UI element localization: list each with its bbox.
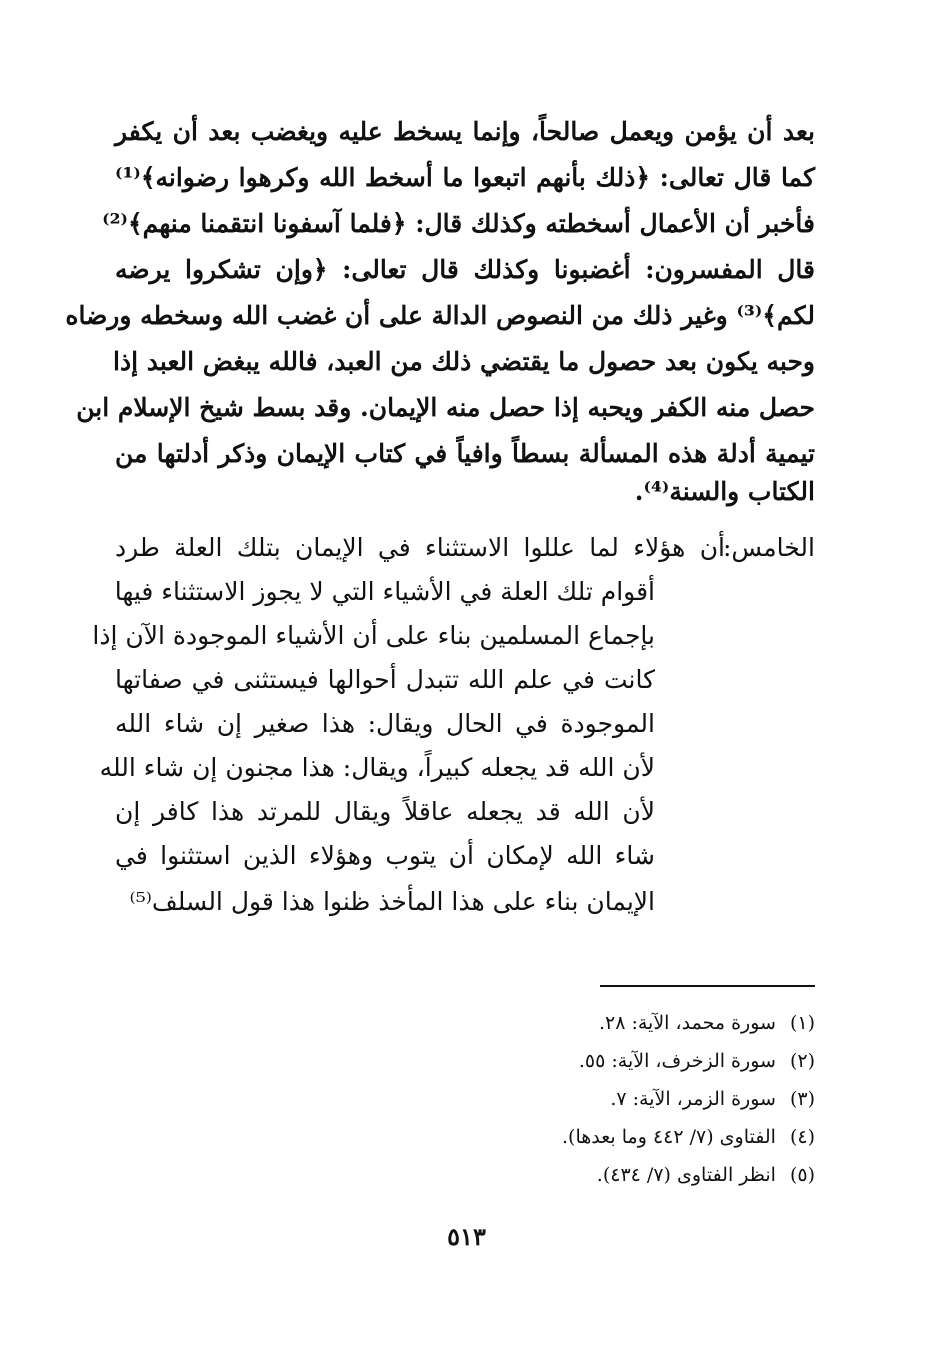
footnote [579, 1046, 815, 1076]
footnote-text: سورة الزخرف، الآية: ٥٥. [578, 1050, 776, 1072]
text-line: الإيمان بناء على هذا المأخذ ظنوا هذا قول السلف⁽⁵⁾ [129, 887, 655, 916]
text-line: الكتاب والسنة⁽⁴⁾. [634, 477, 815, 506]
text-line: فأخبر أن الأعمال أسخطته وكذلك قال: ﴿فلما آسفونا انتقمنا منهم﴾⁽²⁾ [102, 209, 815, 238]
page-number: ٥١٣ [447, 1222, 486, 1251]
text-line: الموجودة في الحال ويقال: هذا صغير إن شاء الله [115, 709, 655, 738]
section-label: الخامس: [722, 533, 815, 562]
text-line: وحبه يكون بعد حصول ما يقتضي ذلك من العبد، فالله يبغض العبد إذا [113, 347, 815, 376]
text-line: بعد أن يؤمن ويعمل صالحاً، وإنما يسخط عليه ويغضب بعد أن يكفر [115, 117, 815, 146]
text-line: لكم﴾⁽³⁾ وغير ذلك من النصوص الدالة على أن غضب الله وسخطه ورضاه [65, 301, 815, 330]
footnote-number: (٥) [789, 1164, 815, 1186]
footnote-text: انظر الفتاوى (٧/ ٤٣٤). [596, 1164, 776, 1186]
footnote-separator [600, 985, 815, 987]
text-line: أن هؤلاء لما عللوا الاستثناء في الإيمان بتلك العلة طرد [115, 533, 725, 562]
text-line: لأن الله قد يجعله كبيراً، ويقال: هذا مجنون إن شاء الله [99, 753, 655, 782]
text-line: لأن الله قد يجعله عاقلاً ويقال للمرتد هذا كافر إن [115, 797, 655, 826]
footnote [597, 1160, 815, 1190]
text-line: أقوام تلك العلة في الأشياء التي لا يجوز الاستثناء فيها [114, 577, 655, 606]
footnote-text: سورة الزمر، الآية: ٧. [610, 1088, 776, 1110]
footnote-text: سورة محمد، الآية: ٢٨. [598, 1012, 776, 1034]
text-line: كما قال تعالى: ﴿ذلك بأنهم اتبعوا ما أسخط الله وكرهوا رضوانه﴾⁽¹⁾ [115, 163, 815, 192]
footnote [610, 1084, 815, 1114]
footnote-number: (٢) [789, 1050, 815, 1072]
footnote [599, 1008, 815, 1038]
footnote-number: (٤) [789, 1126, 815, 1148]
text-line: شاء الله لإمكان أن يتوب وهؤلاء الذين استثنوا في [115, 841, 655, 870]
text-line: قال المفسرون: أغضبونا وكذلك قال تعالى: ﴿وإن تشكروا يرضه [115, 255, 815, 284]
footnote-number: (٣) [789, 1088, 815, 1110]
text-line: تيمية أدلة هذه المسألة بسطاً وافياً في كتاب الإيمان وذكر أدلتها من [115, 439, 815, 468]
text-line: حصل منه الكفر ويحبه إذا حصل منه الإيمان. وقد بسط شيخ الإسلام ابن [76, 393, 815, 422]
text-line: بإجماع المسلمين بناء على أن الأشياء الموجودة الآن إذا [92, 621, 655, 650]
footnote-number: (١) [789, 1012, 815, 1034]
footnote-text: الفتاوى (٧/ ٤٤٢ وما بعدها). [562, 1126, 776, 1148]
text-line: كانت في علم الله تتبدل أحوالها فيستثنى في صفاتها [115, 665, 655, 694]
footnote [562, 1122, 815, 1152]
